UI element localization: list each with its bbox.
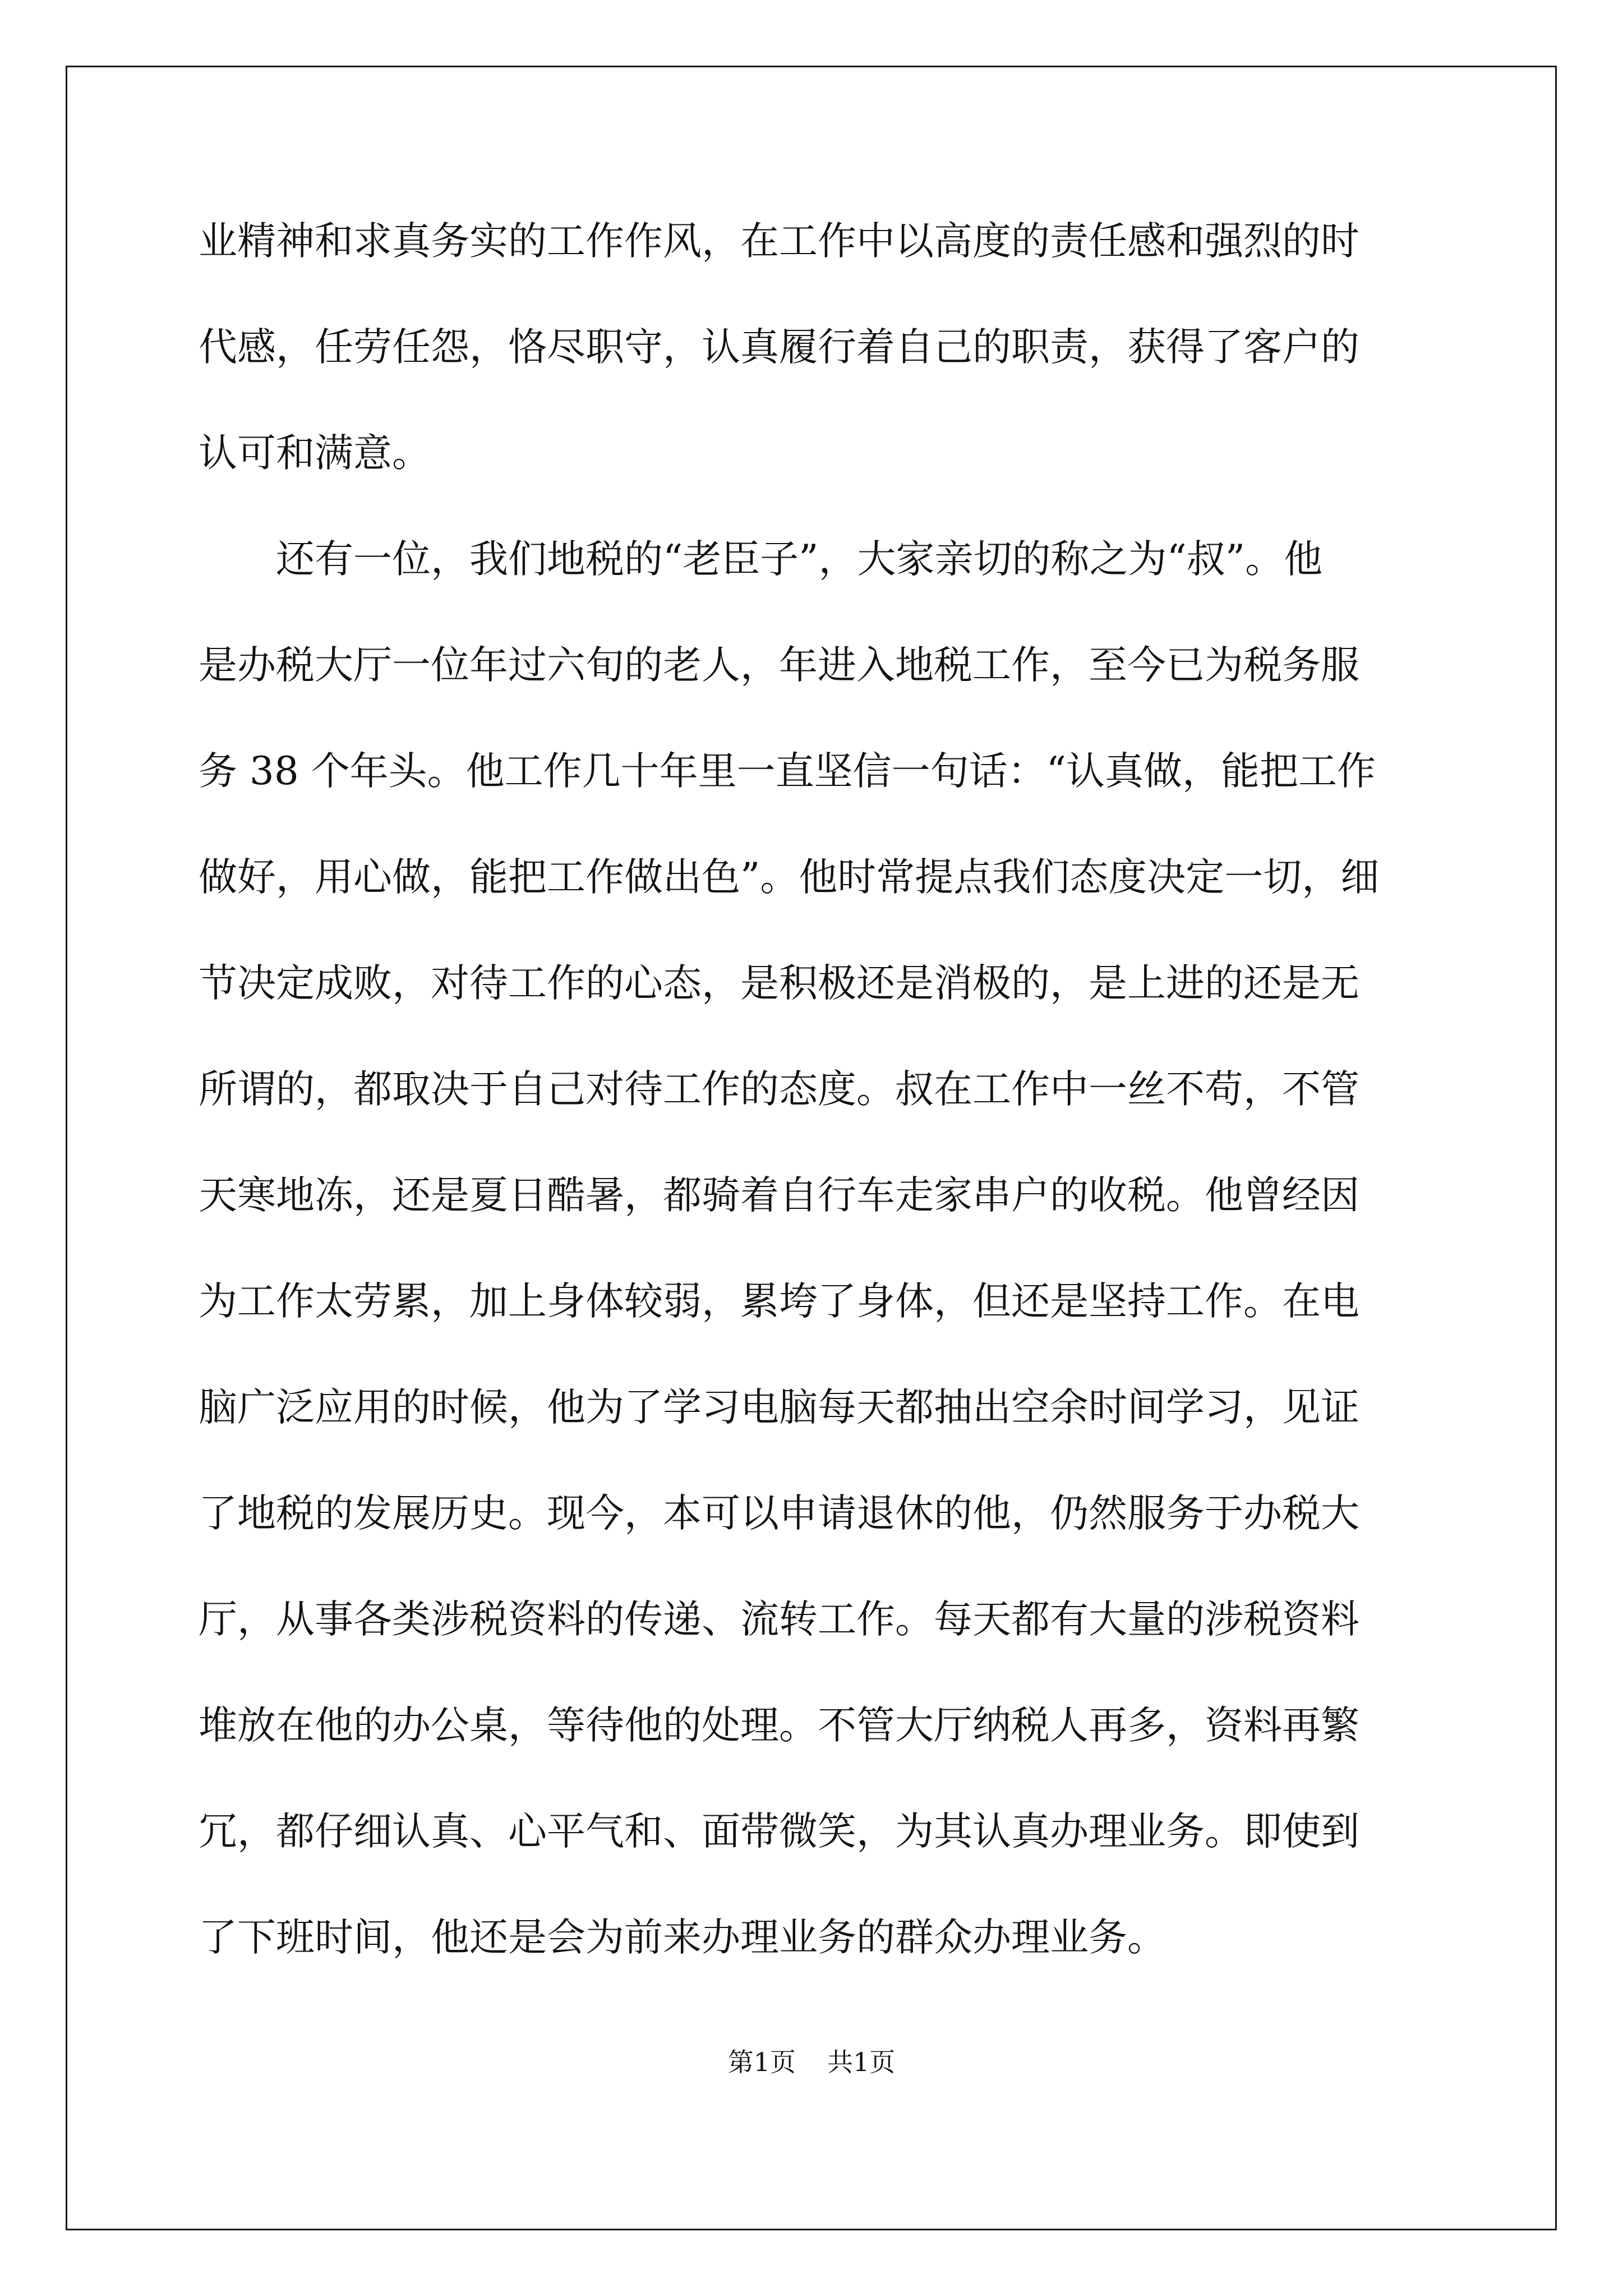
text-line: 是办税大厅一位年过六旬的老人，年进入地税工作，至今已为税务服 [199, 643, 1359, 688]
body-text [199, 219, 1432, 2021]
text-line: 认可和满意。 [199, 431, 431, 476]
text-line: 冗，都仔细认真、心平气和、面带微笑，为其认真办理业务。即使到 [199, 1809, 1359, 1854]
text-line: 厅，从事各类涉税资料的传递、流转工作。每天都有大量的涉税资料 [199, 1597, 1359, 1642]
text-line: 代感，任劳任怨，恪尽职守，认真履行着自己的职责，获得了客户的 [199, 325, 1359, 370]
text-line: 做好，用心做，能把工作做出色”。他时常提点我们态度决定一切，细 [199, 855, 1380, 900]
page-total: 共1页 [827, 2047, 896, 2077]
text-line: 为工作太劳累，加上身体较弱，累垮了身体，但还是坚持工作。在电 [199, 1279, 1359, 1324]
text-line: 所谓的，都取决于自己对待工作的态度。叔在工作中一丝不苟，不管 [199, 1067, 1359, 1112]
page-number: 第1页 [727, 2047, 796, 2077]
text-line: 了地税的发展历史。现今，本可以申请退休的他，仍然服务于办税大 [199, 1491, 1359, 1536]
text-line: 务 38 个年头。他工作几十年里一直坚信一句话：“认真做，能把工作 [199, 749, 1376, 794]
text-line: 业精神和求真务实的工作作风，在工作中以高度的责任感和强烈的时 [199, 219, 1359, 264]
text-line: 天寒地冻，还是夏日酷暑，都骑着自行车走家串户的收税。他曾经因 [199, 1173, 1359, 1218]
text-line: 节决定成败，对待工作的心态，是积极还是消极的，是上进的还是无 [199, 961, 1359, 1006]
text-line: 脑广泛应用的时候，他为了学习电脑每天都抽出空余时间学习，见证 [199, 1385, 1359, 1430]
text-line: 堆放在他的办公桌，等待他的处理。不管大厅纳税人再多，资料再繁 [199, 1703, 1359, 1748]
text-line: 了下班时间，他还是会为前来办理业务的群众办理业务。 [199, 1915, 1166, 1960]
text-line: 还有一位，我们地税的“老臣子”，大家亲切的称之为“叔”。他 [199, 537, 1323, 582]
page-footer [0, 2042, 1623, 2079]
